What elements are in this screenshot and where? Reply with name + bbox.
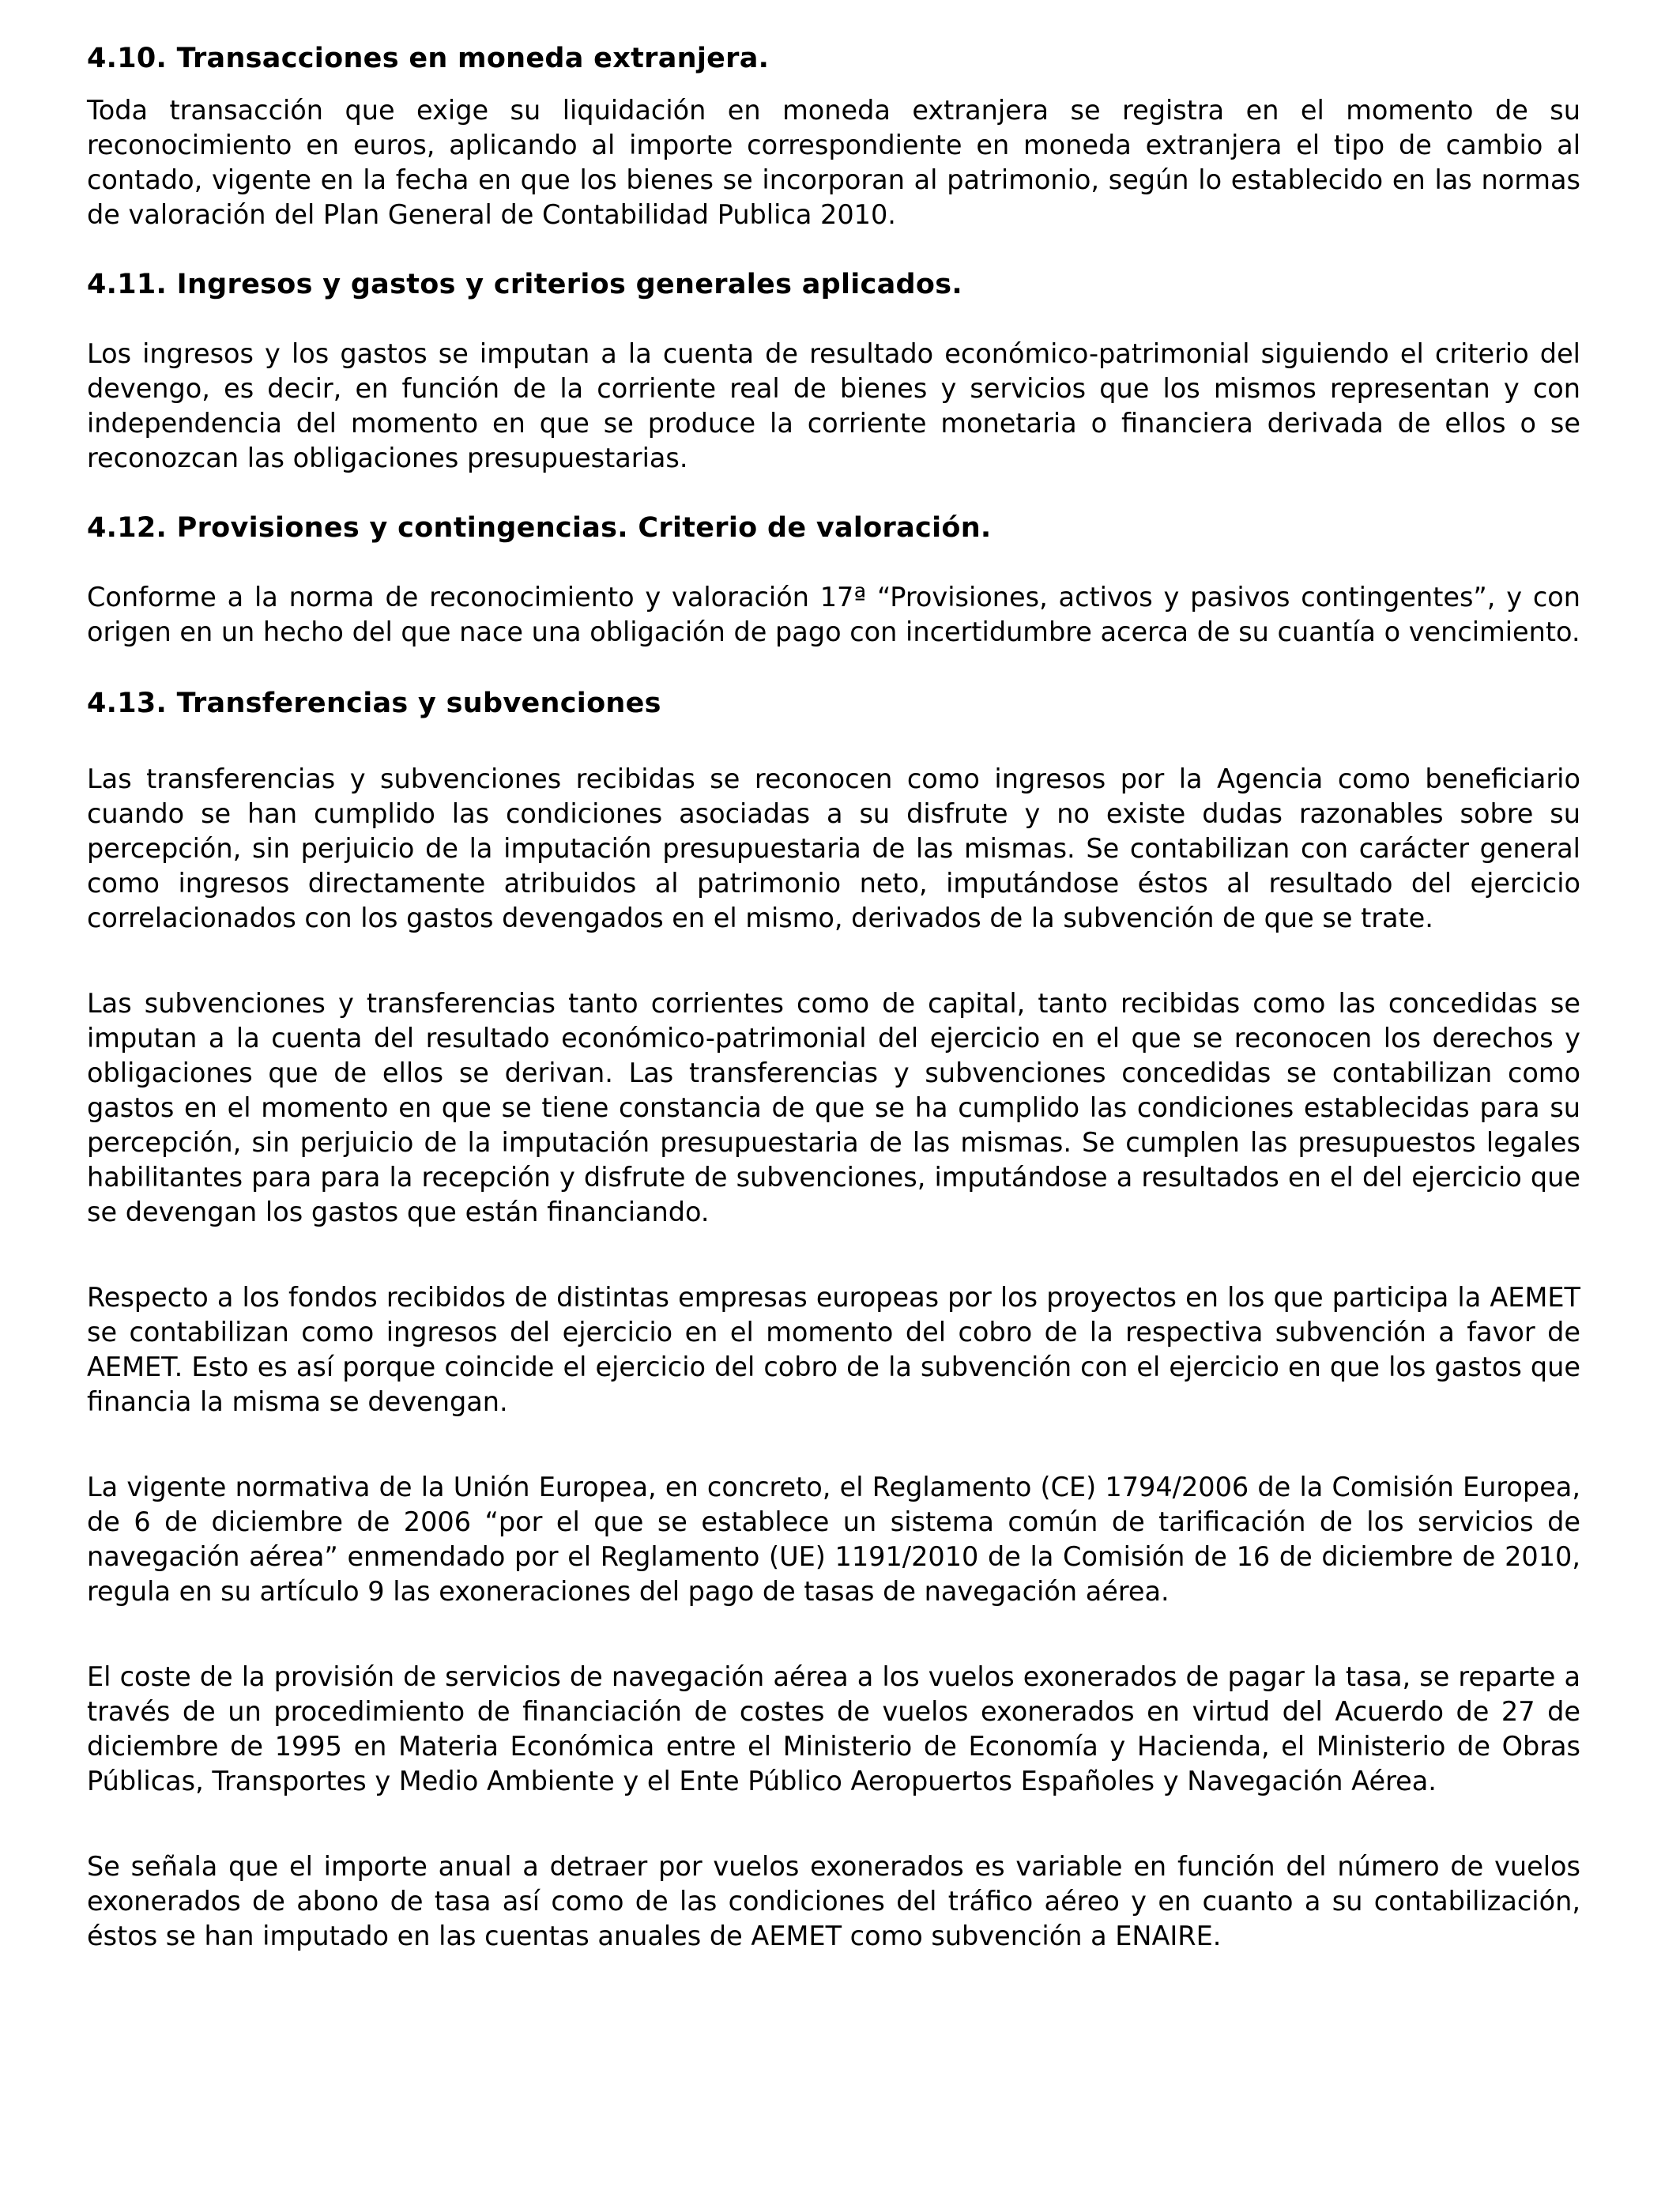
document-page <box>87 41 1580 1954</box>
body-paragraph: Las subvenciones y transferencias tanto corrientes como de capital, tanto recibidas como las concedidas se imputan a la cuenta del resultado económico-patrimonial del ejercicio en el que se reconocen los derechos y obligaciones que de ellos se derivan. Las transferencias y subvenciones concedidas se contabilizan como gastos en el momento en que se tiene constancia de que se ha cumplido las condiciones establecidas para su percepción, sin perjuicio de la imputación presupuestaria de las mismas. Se cumplen las presupuestos legales habilitantes para para la recepción y disfrute de subvenciones, imputándose a resultados en el del ejercicio que se devengan los gastos que están financiando. <box>87 988 1580 1227</box>
body-paragraph: El coste de la provisión de servicios de navegación aérea a los vuelos exonerados de pagar la tasa, se reparte a través de un procedimiento de financiación de costes de vuelos exonerados en virtud del Acuerdo de 27 de diciembre de 1995 en Materia Económica entre el Ministerio de Economía y Hacienda, el Ministerio de Obras Públicas, Transportes y Medio Ambiente y el Ente Público Aeropuertos Españoles y Navegación Aérea. <box>87 1661 1580 1796</box>
body-paragraph: Conforme a la norma de reconocimiento y valoración 17ª “Provisiones, activos y pasivos contingentes”, y con origen en un hecho del que nace una obligación de pago con incertidumbre acerca de su cuantía o vencimiento. <box>87 582 1580 647</box>
section-heading: 4.12. Provisiones y contingencias. Criterio de valoración. <box>87 512 992 544</box>
body-paragraph: Respecto a los fondos recibidos de distintas empresas europeas por los proyectos en los que participa la AEMET se contabilizan como ingresos del ejercicio en el momento del cobro de la respectiva subvención a favor de AEMET. Esto es así porque coincide el ejercicio del cobro de la subvención con el ejercicio en que los gastos que financia la misma se devengan. <box>87 1282 1580 1417</box>
section-heading: 4.10. Transacciones en moneda extranjera. <box>87 43 770 74</box>
section-4-13 <box>87 686 1580 1954</box>
section-4-12 <box>87 511 1580 650</box>
body-paragraph: La vigente normativa de la Unión Europea, en concreto, el Reglamento (CE) 1794/2006 de la Comisión Europea, de 6 de diciembre de 2006 “por el que se establece un sistema común de tarificación de los servicios de navegación aérea” enmendado por el Reglamento (UE) 1191/2010 de la Comisión de 16 de diciembre de 2010, regula en su artículo 9 las exoneraciones del pago de tasas de navegación aérea. <box>87 1472 1580 1607</box>
body-paragraph: Se señala que el importe anual a detraer por vuelos exonerados es variable en función del número de vuelos exonerados de abono de tasa así como de las condiciones del tráfico aéreo y en cuanto a su contabilización, éstos se han imputado en las cuentas anuales de AEMET como subvención a ENAIRE. <box>87 1851 1580 1951</box>
body-paragraph: Los ingresos y los gastos se imputan a la cuenta de resultado económico-patrimonial siguiendo el criterio del devengo, es decir, en función de la corriente real de bienes y servicios que los mismos representan y con independencia del momento en que se produce la corriente monetaria o financiera derivada de ellos o se reconozcan las obligaciones presupuestarias. <box>87 338 1580 473</box>
body-paragraph: Las transferencias y subvenciones recibidas se reconocen como ingresos por la Agencia como beneficiario cuando se han cumplido las condiciones asociadas a su disfrute y no existe dudas razonables sobre su percepción, sin perjuicio de la imputación presupuestaria de las mismas. Se contabilizan con carácter general como ingresos directamente atribuidos al patrimonio neto, imputándose éstos al resultado del ejercicio correlacionados con los gastos devengados en el mismo, derivados de la subvención de que se trate. <box>87 763 1580 933</box>
section-4-11 <box>87 267 1580 476</box>
body-paragraph: Toda transacción que exige su liquidación en moneda extranjera se registra en el momento de su reconocimiento en euros, aplicando al importe correspondiente en moneda extranjera el tipo de cambio al contado, vigente en la fecha en que los bienes se incorporan al patrimonio, según lo establecido en las normas de valoración del Plan General de Contabilidad Publica 2010. <box>87 95 1580 230</box>
section-4-10 <box>87 41 1580 232</box>
section-heading: 4.11. Ingresos y gastos y criterios generales aplicados. <box>87 269 962 300</box>
section-heading: 4.13. Transferencias y subvenciones <box>87 688 661 719</box>
